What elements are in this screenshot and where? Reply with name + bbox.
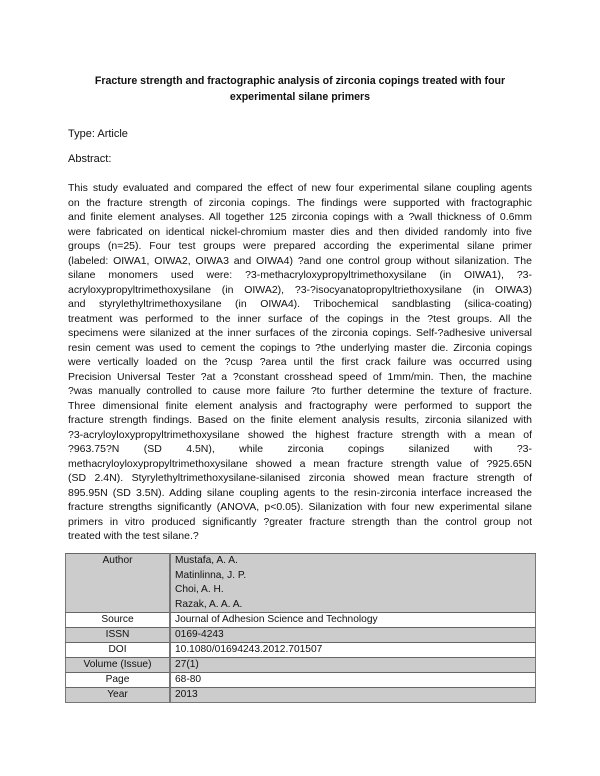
abstract-line: ?963.75?N (SD 4.5N), while zirconia copings silanized with ?3-	[68, 443, 532, 455]
row-label: Source	[66, 613, 171, 628]
abstract-line: and finite element analyses. All together 125 zirconia copings with a ?wall thickness of 0.6mm	[68, 211, 532, 223]
author: Matinlinna, J. P.	[175, 569, 247, 581]
row-value: 2013	[170, 688, 536, 703]
author: Razak, A. A. A.	[175, 598, 243, 610]
row-label: Page	[66, 673, 171, 688]
abstract-line: acryloxypropyltrimethoxysilane (in OIWA2), ?3-?isocyanatopropyltriethoxysilane (in OIWA3)	[68, 283, 532, 296]
abstract-line: 895.95N (SD 3.5N). Adding silane coupling agents to the resin-zirconia interface increased the	[68, 486, 532, 499]
abstract-line: resin cement was used to cement the copings to ?the underlying master die. Zirconia copings	[68, 341, 532, 354]
article-type: Type: Article	[68, 128, 128, 140]
abstract-line: (SD 2.4N). Styrylethyltrimethoxysilane-silanised zirconia showed mean fracture strength of	[68, 472, 532, 484]
row-value: 27(1)	[170, 658, 536, 673]
abstract-line: and styrylethyltrimethoxysilane (in OIWA4). Tribochemical sandblasting (silica-coating)	[68, 298, 532, 310]
table-row-author	[66, 554, 536, 613]
table-row-volume	[66, 658, 536, 673]
row-value: Journal of Adhesion Science and Technology	[170, 613, 536, 628]
author-list	[170, 554, 536, 613]
row-label: Volume (Issue)	[66, 658, 171, 673]
abstract-label: Abstract:	[68, 153, 112, 165]
row-value: 10.1080/01694243.2012.701507	[170, 643, 536, 658]
author: Choi, A. H.	[175, 584, 224, 595]
metadata-table	[65, 553, 536, 703]
table-row-issn	[66, 628, 536, 643]
row-label: DOI	[66, 643, 171, 658]
abstract-line: treatment was performed to the inner surface of the copings in the ?test groups. All the	[68, 312, 532, 325]
row-label: Author	[66, 554, 171, 613]
title-line: experimental silane primers	[229, 90, 371, 103]
abstract-line: ?was manually controlled to cause more failure ?to further determine the texture of fracture.	[68, 385, 532, 397]
abstract-line: were fabricated on identical nickel-chromium master dies and then divided randomly into five	[68, 225, 532, 238]
author: Mustafa, A. A.	[175, 555, 238, 566]
abstract-line: methacryloyloxypropyltrimethoxysilane showed a mean fracture strength value of ?925.65N	[68, 457, 532, 470]
row-label: Year	[66, 688, 171, 703]
table-row-page	[66, 673, 536, 688]
table-row-source	[66, 613, 536, 628]
abstract-line: silane monomers used were: ?3-methacryloxypropyltrimethoxysilane (in OIWA1), ?3-	[68, 269, 532, 281]
abstract-body	[68, 181, 532, 544]
abstract-line: primers in vitro produced significantly ?greater fracture strength than the control group not	[68, 515, 532, 528]
abstract-line: fracture strengths significantly (ANOVA, p<0.05). Silanization with four new experimental silane	[68, 501, 532, 513]
abstract-line: specimens were silanized at the inner surfaces of the zirconia copings. Self-?adhesive universal	[68, 327, 532, 339]
abstract-line: groups (n=25). Four test groups were prepared according the experimental silane primer	[68, 240, 532, 252]
row-value: 0169-4243	[170, 628, 536, 643]
row-value: 68-80	[170, 673, 536, 688]
paper-title	[70, 74, 530, 105]
abstract-line: This study evaluated and compared the effect of new four experimental silane coupling agents	[68, 182, 532, 194]
abstract-line: on the fracture strength of zirconia copings. The findings were supported with fractographic	[68, 196, 532, 209]
row-label: ISSN	[66, 628, 171, 643]
abstract-line: (labeled: OIWA1, OIWA2, OIWA3 and OIWA4) ?and one control group without silanization. The	[68, 254, 532, 267]
abstract-line: were vertically loaded on the ?cusp ?area until the first crack failure was occurred using	[68, 356, 532, 368]
abstract-line: treated with the test silane.?	[68, 530, 199, 542]
title-line: Fracture strength and fractographic analysis of zirconia copings treated with four	[94, 75, 506, 87]
abstract-line: Precision Universal Tester ?at a ?constant crosshead speed of 1mm/min. Then, the machine	[68, 370, 532, 383]
abstract-line: Three dimensional finite element analysis and fractography were performed to support the	[68, 399, 532, 412]
abstract-line: ?3-acryloyloxypropyltrimethoxysilane showed the highest fracture strength with a mean of	[68, 428, 532, 441]
abstract-line: fracture strength findings. Based on the finite element analysis results, zirconia silanized with	[68, 414, 532, 426]
table-row-year	[66, 688, 536, 703]
table-row-doi	[66, 643, 536, 658]
